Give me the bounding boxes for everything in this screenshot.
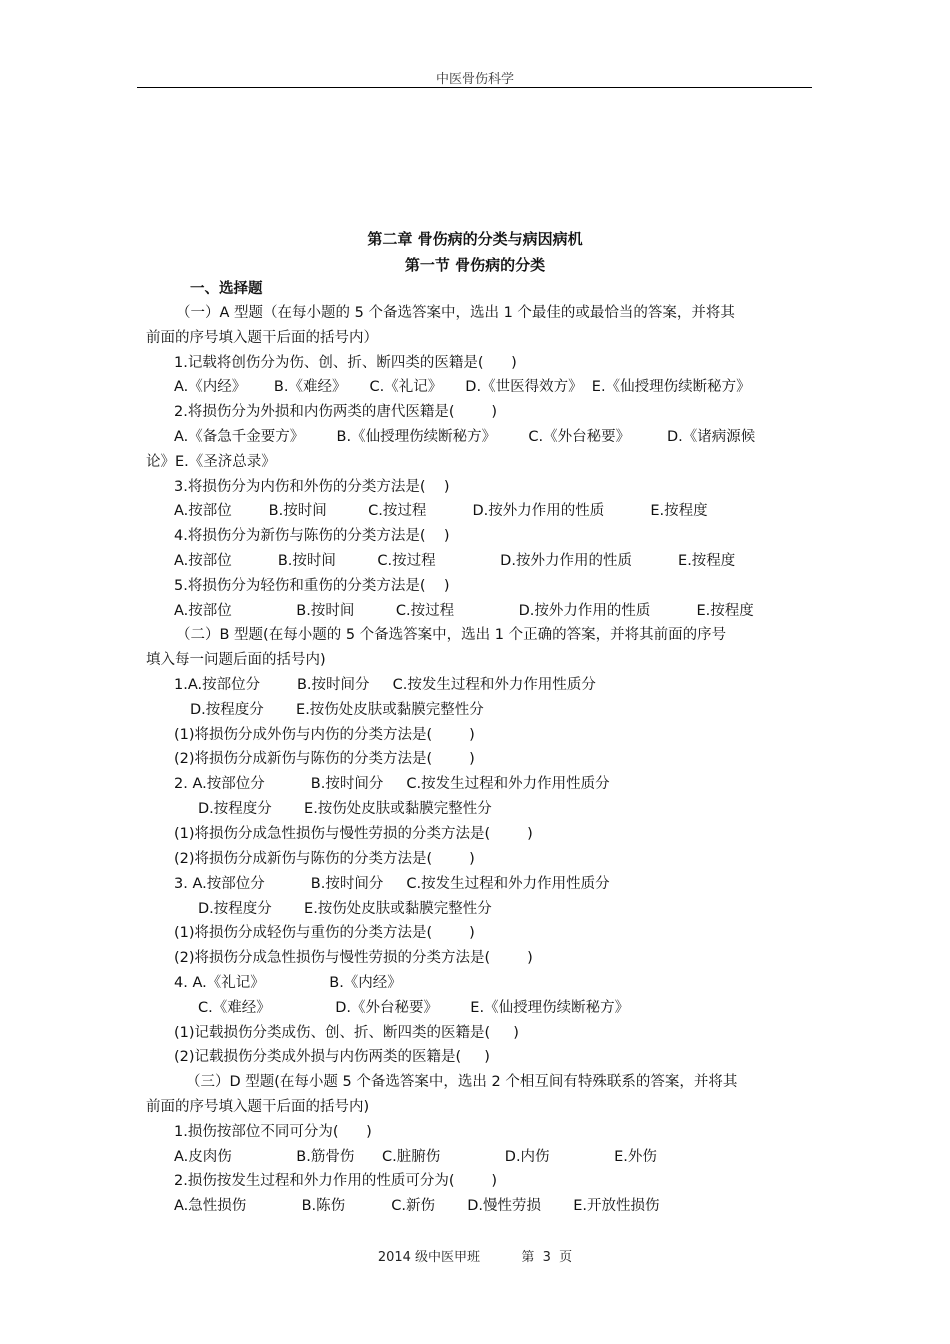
text-line: A.按部位 B.按时间 C.按过程 D.按外力作用的性质 E.按程度 <box>174 553 736 569</box>
text-line: (2)将损伤分成急性损伤与慢性劳损的分类方法是( ) <box>174 950 533 966</box>
text-line: 2.损伤按发生过程和外力作用的性质可分为( ) <box>174 1173 498 1189</box>
text-line: 4. A.《礼记》 B.《内经》 <box>174 975 402 991</box>
text-line: (1)将损伤分成轻伤与重伤的分类方法是( ) <box>174 925 475 941</box>
text-line: (2)将损伤分成新伤与陈伤的分类方法是( ) <box>174 751 475 767</box>
text-line: D.按程度分 E.按伤处皮肤或黏膜完整性分 <box>198 901 492 917</box>
text-line: A.按部位 B.按时间 C.按过程 D.按外力作用的性质 E.按程度 <box>174 603 754 619</box>
text-line: 5.将损伤分为轻伤和重伤的分类方法是( ) <box>174 578 450 594</box>
text-line: A.皮肉伤 B.筋骨伤 C.脏腑伤 D.内伤 E.外伤 <box>174 1149 657 1165</box>
text-line: (1)将损伤分成急性损伤与慢性劳损的分类方法是( ) <box>174 826 533 842</box>
section-heading: 一、选择题 <box>190 281 263 297</box>
text-line: D.按程度分 E.按伤处皮肤或黏膜完整性分 <box>198 801 492 817</box>
footer-class-name: 2014 级中医甲班 <box>377 1250 481 1265</box>
text-line: 2.将损伤分为外损和内伤两类的唐代医籍是( ) <box>174 404 498 420</box>
header-rule <box>137 87 812 88</box>
text-line: 3. A.按部位分 B.按时间分 C.按发生过程和外力作用性质分 <box>174 876 610 892</box>
text-line: (2)将损伤分成新伤与陈伤的分类方法是( ) <box>174 851 475 867</box>
text-line: 4.将损伤分为新伤与陈伤的分类方法是( ) <box>174 528 450 544</box>
text-line: （三）D 型题(在每小题 5 个备选答案中，选出 2 个相互间有特殊联系的答案，并将其 <box>186 1074 738 1090</box>
text-line: 前面的序号填入题干后面的括号内） <box>146 330 378 346</box>
text-line: (1)将损伤分成外伤与内伤的分类方法是( ) <box>174 727 475 743</box>
text-line: D.按程度分 E.按伤处皮肤或黏膜完整性分 <box>190 702 484 718</box>
footer-page-number: 第 3 页 <box>521 1250 573 1265</box>
text-line: A.《备急千金要方》 B.《仙授理伤续断秘方》 C.《外台秘要》 D.《诸病源候 <box>174 429 756 445</box>
page-header-title: 中医骨伤科学 <box>435 72 514 87</box>
text-line: （一）A 型题（在每小题的 5 个备选答案中，选出 1 个最佳的或最恰当的答案，并将其 <box>176 305 735 321</box>
text-line: A.急性损伤 B.陈伤 C.新伤 D.慢性劳损 E.开放性损伤 <box>174 1198 660 1214</box>
text-line: 1.A.按部位分 B.按时间分 C.按发生过程和外力作用性质分 <box>174 677 596 693</box>
text-line: 1.损伤按部位不同可分为( ) <box>174 1124 372 1140</box>
text-line: 填入每一问题后面的括号内) <box>146 652 326 668</box>
page-footer <box>0 1246 950 1265</box>
chapter-title: 第二章 骨伤病的分类与病因病机 <box>367 230 583 248</box>
text-line: 1.记载将创伤分为伤、创、折、断四类的医籍是( ) <box>174 355 517 371</box>
text-line: （二）B 型题(在每小题的 5 个备选答案中，选出 1 个正确的答案，并将其前面的序号 <box>176 627 727 643</box>
text-line: (1)记载损伤分类成伤、创、折、断四类的医籍是( ) <box>174 1025 519 1041</box>
text-line: (2)记载损伤分类成外损与内伤两类的医籍是( ) <box>174 1049 490 1065</box>
text-line: 论》E.《圣济总录》 <box>146 454 276 470</box>
text-line: C.《难经》 D.《外台秘要》 E.《仙授理伤续断秘方》 <box>198 1000 630 1016</box>
text-line: A.按部位 B.按时间 C.按过程 D.按外力作用的性质 E.按程度 <box>174 503 708 519</box>
text-line: 3.将损伤分为内伤和外伤的分类方法是( ) <box>174 479 450 495</box>
section-title: 第一节 骨伤病的分类 <box>404 256 546 274</box>
text-line: 前面的序号填入题干后面的括号内) <box>146 1099 370 1115</box>
text-line: 2. A.按部位分 B.按时间分 C.按发生过程和外力作用性质分 <box>174 776 610 792</box>
text-line: A.《内经》 B.《难经》 C.《礼记》 D.《世医得效方》 E.《仙授理伤续断秘方》 <box>174 379 751 395</box>
